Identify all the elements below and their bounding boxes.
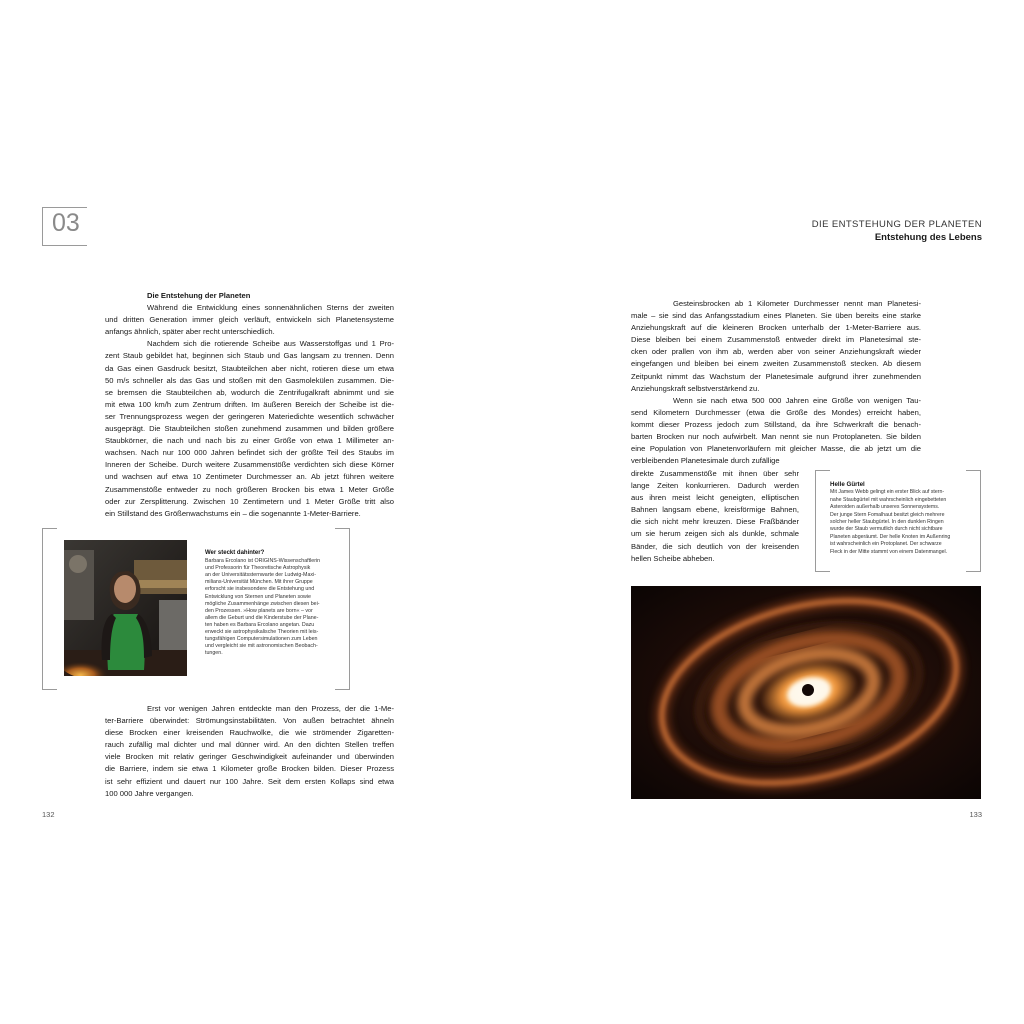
body-line: 50 m/s schneller als das Gas und stoßen mit den Gasmolekülen zusammen. Die- [105,375,394,385]
body-line: anfangs ähnlich, später aber recht unterschiedlich. [105,327,275,337]
left-paragraphs-lower [105,703,394,800]
bio-line: den Prozessen. »How planets are born« – vor [205,607,313,614]
right-column-narrow-text [631,468,799,565]
body-line: Zeitpunkt nimmt das Wachstum der Planetesimale aufgrund ihrer zunehmenden [631,371,921,381]
body-line: Diese bleiben bei einem Zusammenstoß entweder direkt im Planetesimal ste- [631,335,921,345]
body-line: cken oder prallen von ihm ab, werden aber von seiner Anziehungskraft wieder [631,347,921,357]
bio-line: und vergleicht sie mit astronomischen Beobach- [205,643,318,650]
body-line: Bahnen langsam ebene, kreisförmige Bahnen, [631,505,799,515]
body-line: barten Brocken nur noch aufwirbelt. Man nennt sie nun Protoplaneten. Sie bilden [631,432,921,442]
body-line: kommt dieser Prozess jedoch zum Stillstand, da ihre Schwerkraft die benach- [631,419,921,429]
body-line: Anziehungskraft selbstverstärkend zu. [631,383,760,393]
body-line: Inneren der Scheibe. Durch weitere Zusammenstöße verdichten sich diese Körner [105,460,394,470]
body-line: die Barriere, indem sie etwa 1 Kilometer große Brocken bilden. Dieser Prozess [105,764,394,774]
body-line: da Gas einen Gasdruck besitzt, Staubteilchen aber nicht, rotieren diese um etwa [105,363,394,373]
bio-title: Wer steckt dahinter? [205,550,265,556]
body-line: aus ihren meist leicht geneigten, elliptischen [631,493,799,503]
body-line: Erst vor wenigen Jahren entdeckte man den Prozess, der die 1-Me- [147,704,394,713]
bio-line: Barbara Ercolano ist ORIGINS-Wissenschaftlerin [205,558,321,565]
caption-box-bracket-left [815,470,830,572]
bio-line: mögliche Zusammenhänge zwischen diesen bei- [205,600,320,607]
body-line: und wachsen auf etwa 10 Zentimeter Durchmesser an. Ab jetzt führen weitere [105,472,394,482]
caption-line: Fleck in der Mitte stammt von einem Datenmangel. [830,548,948,555]
right-paragraphs [631,298,921,467]
right-paragraphs-narrow [631,468,799,565]
body-line: Während die Entwicklung eines sonnenähnlichen Sterns der zweiten [147,303,394,313]
body-line: oder zur Zersplitterung. Zwischen 10 Zentimetern und 1 Meter Größe tritt also [105,496,394,506]
body-line: ser Trennungsprozess wegen der geringeren Materiedichte wesentlich schwächer [105,411,394,421]
left-column-text [105,290,394,520]
caption-body [830,489,978,556]
page-number-left: 132 [42,810,55,819]
body-line: eingefangen und bleiben bei einem zweiten Zusammenstoß stecken. Ab diesem [631,359,921,369]
body-line: Staubkörner, die nach und nach bis zu einer Größe von etwa 1 Millimeter an- [105,436,394,446]
body-line: mit etwa 100 km/h zum Zentrum driften. Im äußeren Bereich der Scheibe ist die- [105,399,394,409]
bio-line: an der Universitätssternwarte der Ludwig-Maxi- [205,572,316,579]
running-head [812,218,982,244]
body-line: um sie herum zeigen sich als dunkle, schmale [631,529,799,539]
running-head-section: DIE ENTSTEHUNG DER PLANETEN [811,219,982,230]
caption-line: solcher heller Staubgürtel. In den dunklen Ringen [830,519,944,526]
caption-line: nahe Staubgürtel mit wahrscheinlich eingebetteten [830,496,947,503]
body-line: direkte Zusammenstöße mit ihnen über sehr [631,469,799,478]
body-line: Gesteinsbrocken ab 1 Kilometer Durchmesser nennt man Planetesi- [673,299,921,308]
section-heading: Die Entstehung der Planeten [147,291,251,300]
chapter-number: 03 [52,209,80,237]
bio-line: erweckt sie astrophysikalische Theorien mit leis- [205,629,319,636]
body-line: Zusammenstöße entweder zu noch größeren Brocken bis etwa 1 Meter Größe [105,484,394,494]
body-line: und dritten Generation immer gleich verläuft, entwickeln sich Planetensysteme [105,315,394,325]
bio-line: milians-Universität München. Mit ihrer Gruppe [205,579,313,586]
caption-line: Mit James Webb gelingt ein erster Blick auf stern- [830,489,945,496]
caption-line: Der junge Stern Fomalhaut besitzt gleich mehrere [830,511,945,518]
bio-body [205,558,343,657]
body-line: ein Stillstand des Größenwachstums ein – die sogenannte 1-Meter-Barriere. [105,508,361,518]
body-line: viele Brocken mit relativ geringer Geschwindigkeit aufeinander und überwinden [105,752,394,762]
body-line: send Kilometern Durchmesser (etwa die Größe des Mondes) erreicht haben, [631,407,921,417]
bio-line: erforscht sie insbesondere die Entstehung und [205,586,315,593]
dust-disk-picture [631,586,981,799]
body-line: die sich nicht mehr kreuzen. Diese Fraßbänder [631,517,799,527]
body-line: hellen Scheibe abheben. [631,553,715,563]
page-number-right: 133 [969,810,982,819]
bio-line: tungsfähigen Computersimulationen zum Leben [205,636,318,643]
caption-line: Planeten abgeräumt. Der helle Knoten im Außenring [830,533,951,540]
caption-title: Helle Gürtel [830,481,865,488]
left-paragraphs [105,302,394,520]
portrait-photo-image [64,540,187,676]
body-line: male – sie sind das Anfangsstadium eines Planeten. Sie üben bereits eine starke [631,311,921,321]
body-line: verbleibenden Planetesimale durch zufällige [631,456,780,466]
body-line: zent Staub gebildet hat, beginnen sich Staub und Gas langsam zu trennen. Denn [105,351,394,361]
body-line: Nachdem sich die rotierende Scheibe aus Wasserstoffgas und 1 Pro- [147,339,394,349]
body-line: ausgeprägt. Die Staubteilchen stoßen zunehmend zusammen und bilden größere [105,424,394,434]
bio-box-bracket-left [42,528,57,690]
caption-text [830,481,978,556]
body-line: eine Population von Planetenvorläufern mit gleicher Masse, die ab jetzt um die [631,444,921,454]
dust-disk-image [631,586,981,799]
running-head-title: Entstehung des Lebens [874,232,982,243]
caption-line: Asteroiden außerhalb unseres Sonnensystems. [830,504,940,511]
body-line: Wenn sie nach etwa 500 000 Jahren eine Größe von wenigen Tau- [673,395,921,405]
body-line: lange Zeiten konkurrieren. Dadurch werden [631,481,799,491]
bio-line: tungen. [205,650,223,657]
bio-line: allem die Geburt und die Kinderstube der Plane- [205,614,319,621]
body-line: rauch zufällig mal dichter und mal dünner wird. An den dichten Stellen treffen [105,740,394,750]
body-line: Bänder, die sich deutlich von der kreisenden [631,541,799,551]
body-line: ist sehr effizient und dauert nur 100 Jahre. Seit dem ersten Kollaps sind etwa [105,776,394,786]
body-line: wachsen. Nach nur 100 000 Jahren befindet sich der größte Teil des Staubs im [105,448,394,458]
right-column-text [631,298,921,467]
bio-text [205,550,343,657]
left-column-text-lower [105,703,394,800]
caption-line: wurde der Staub vermutlich durch nicht sichtbare [830,526,943,533]
caption-line: ist wahrscheinlich ein Protoplanet. Der schwarze [830,541,942,548]
bio-line: ten haben es Barbara Ercolano angetan. Dazu [205,621,315,628]
bio-line: Entwicklung von Sternen und Planeten sowie [205,593,312,600]
body-line: se bremsen die Staubteilchen ab, wodurch die Zentrifugalkraft abnimmt und sie [105,387,394,397]
body-line: Anziehungskraft auf die kleineren Brocken unterhalb der 1-Meter-Barriere aus. [631,323,921,333]
portrait-photo [64,540,187,676]
body-line: 100 000 Jahre vergangen. [105,788,194,798]
body-line: diese Brocken einer kreisenden Rauchwolke, die wie strömender Zigaretten- [105,728,394,738]
bio-line: und Professorin für Theoretische Astrophysik [205,565,311,572]
body-line: ter-Barriere überwindet: Strömungsinstabilitäten. Von außen betrachtet ähneln [105,716,394,726]
